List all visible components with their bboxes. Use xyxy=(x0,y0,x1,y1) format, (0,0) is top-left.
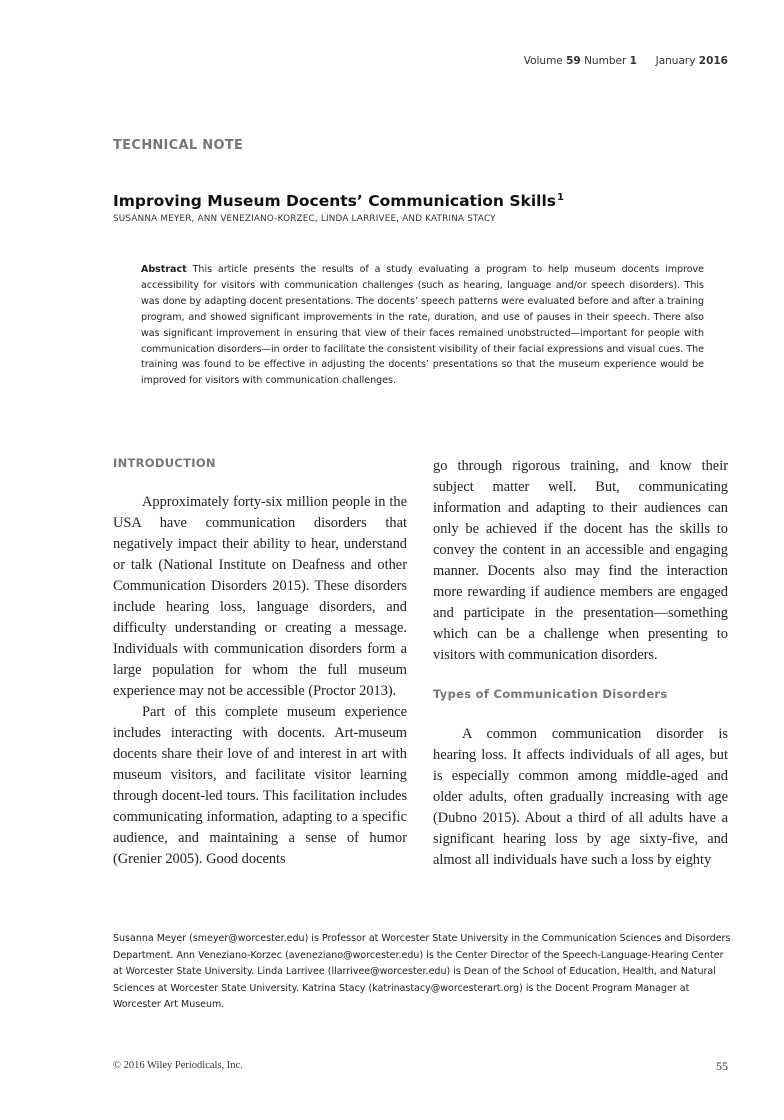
introduction-heading: INTRODUCTION xyxy=(113,456,216,470)
running-header xyxy=(524,55,728,67)
title-footnote-marker: 1 xyxy=(557,192,564,203)
intro-paragraph-2-continued: go through rigorous training, and know their subject matter well. But, communicating information and adapting to their audiences can only be achieved if the docent has the skills to convey the content in an accessible and engaging manner. Docents also may find the interaction more rewarding if audience members are engaged and participate in the presentation—something which can be a challenge when presenting to visitors with communication disorders. xyxy=(433,458,728,663)
article-authors: SUSANNA MEYER, ANN VENEZIANO-KORZEC, LINDA LARRIVEE, AND KATRINA STACY xyxy=(113,214,496,224)
abstract-label: Abstract xyxy=(141,264,187,275)
abstract-text: This article presents the results of a study evaluating a program to help museum docents improve accessibility for visitors with communication challenges (such as hearing, language and/or speech disorders). This was done by adapting docent presentations. The docents’ speech patterns were evaluated before and after a training program, and showed significant improvements in the rate, duration, and use of pauses in their speech. There also was significant improvement in ensuring that view of their faces remained unobstructed—important for people with communication disorders—in order to facilitate the consistent visibility of their facial expressions and visual cues. The training was found to be effective in adjusting the docents’ presentations so that the museum experience would be improved for visitors with communication challenges. xyxy=(141,264,704,387)
article-title xyxy=(113,192,564,210)
issue-year: 2016 xyxy=(698,55,728,67)
copyright: © 2016 Wiley Periodicals, Inc. xyxy=(113,1060,243,1071)
intro-paragraph-2: Part of this complete museum experience includes interacting with docents. Art-museum docents share their love of and interest in art with museum visitors, and facilitate visitor learning through docent-led tours. This facilitation includes communicating information, adapting to a specific audience, and maintaining a sense of humor (Grenier 2005). Good docents xyxy=(113,704,407,867)
types-paragraph-1: A common communication disorder is hearing loss. It affects individuals of all ages, but is especially common among middle-aged and older adults, often gradually increasing with age (Dubno 2015). About a third of all adults have a significant hearing loss by age sixty-five, and almost all individuals have such a loss by eighty xyxy=(433,726,728,868)
left-column xyxy=(113,456,407,870)
volume-label: Volume xyxy=(523,55,563,67)
page-number: 55 xyxy=(716,1059,728,1073)
abstract xyxy=(141,262,704,389)
author-footnote: Susanna Meyer (smeyer@worcester.edu) is Professor at Worcester State University in the Communication Sciences and Disorders Department. Ann Veneziano-Korzec (aveneziano@worcester.edu) is the Center Director of the Speech-Language-Hearing Center at Worcester State University. Linda Larrivee (llarrivee@worcester.edu) is Dean of the School of Education, Health, and Natural Sciences at Worcester State University. Katrina Stacy (katrinastacy@worcesterart.org) is the Docent Program Manager at Worcester Art Museum. xyxy=(113,933,731,1010)
number-label: Number xyxy=(584,55,627,67)
types-heading: Types of Communication Disorders xyxy=(433,687,668,701)
section-label: TECHNICAL NOTE xyxy=(113,138,244,153)
right-column xyxy=(433,456,728,871)
issue-month: January xyxy=(655,55,696,67)
volume-number: 59 xyxy=(566,55,581,67)
intro-paragraph-1: Approximately forty-six million people in the USA have communication disorders that negatively impact their ability to hear, understand or talk (National Institute on Deafness and other Communication Disorders 2015). These disorders include hearing loss, language disorders, and difficulty understanding or creating a message. Individuals with communication disorders form a large population for whom the full museum experience may not be accessible (Proctor 2013). xyxy=(113,494,407,699)
issue-number: 1 xyxy=(629,55,637,67)
article-title-text: Improving Museum Docents’ Communication Skills xyxy=(113,192,556,210)
